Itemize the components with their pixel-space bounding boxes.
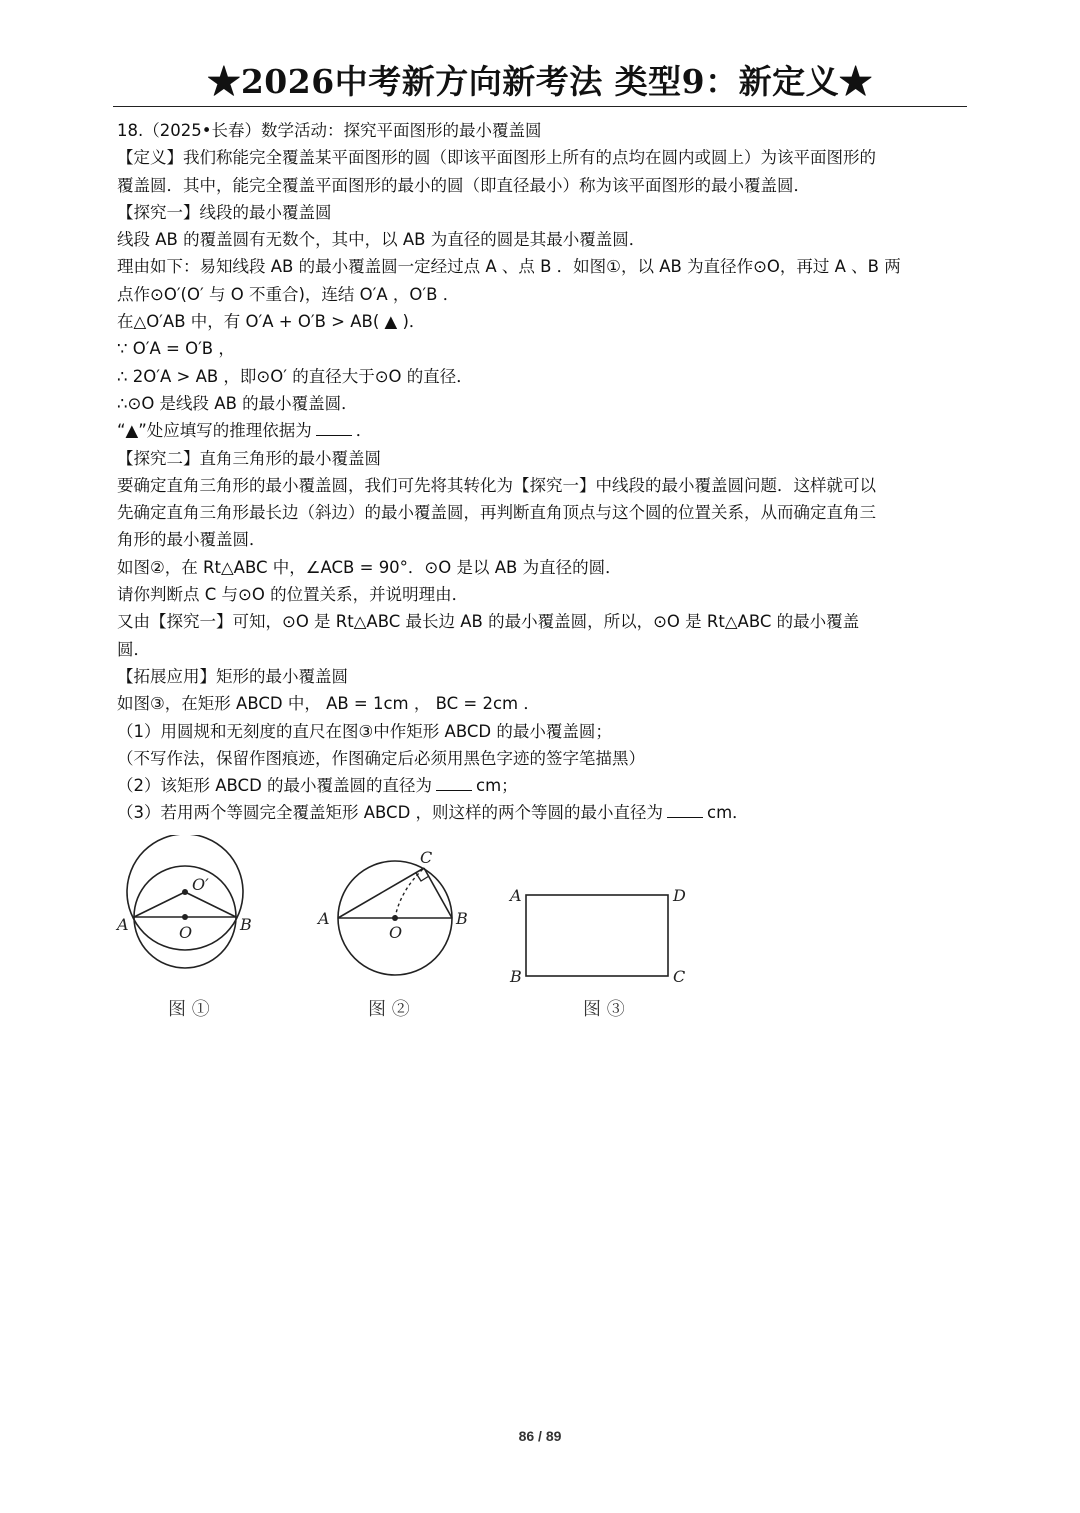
figure-3-caption: 图 ③ <box>583 999 625 1020</box>
problem-line: （1）用圆规和无刻度的直尺在图③中作矩形 ABCD 的最小覆盖圆； <box>117 721 612 741</box>
problem-line: 覆盖圆．其中，能完全覆盖平面图形的最小的圆（即直径最小）称为该平面图形的最小覆盖圆． <box>117 175 810 195</box>
segment-o-prime-a <box>134 892 185 917</box>
problem-line: （不写作法，保留作图痕迹，作图确定后必须用黑色字迹的签字笔描黑） <box>117 748 645 768</box>
label-a: A <box>318 909 330 928</box>
figure-2-caption: 图 ② <box>368 999 410 1020</box>
label-o-prime: O′ <box>192 875 209 894</box>
label-o: O <box>389 923 403 942</box>
label-a: A <box>117 915 129 934</box>
problem-line: “▲”处应填写的推理依据为 <box>117 421 312 441</box>
problem-line: ∴ 2O′A > AB ，即⊙O′ 的直径大于⊙O 的直径． <box>117 366 473 386</box>
blank-suffix: ． <box>355 421 373 441</box>
problem-line: 18.（2025•长春）数学活动：探究平面图形的最小覆盖圆 <box>117 121 542 140</box>
problem-line: 请你判断点 C 与⊙O 的位置关系，并说明理由． <box>117 585 469 605</box>
page-title: ★2026中考新方向新考法 类型9：新定义★ <box>207 62 873 101</box>
problem-line: 如图②，在 Rt△ABC 中，∠ACB = 90°．⊙O 是以 AB 为直径的圆． <box>117 557 622 577</box>
problem-line: 线段 AB 的覆盖圆有无数个，其中，以 AB 为直径的圆是其最小覆盖圆． <box>117 230 646 250</box>
problem-line: 【定义】我们称能完全覆盖某平面图形的圆（即该平面图形上所有的点均在圆内或圆上）为该平面图形的 <box>117 148 876 168</box>
header-divider <box>113 106 967 107</box>
label-b: B <box>510 967 522 986</box>
blank-suffix: cm； <box>476 776 518 796</box>
problem-line: ∵ O′A = O′B ， <box>117 339 235 359</box>
label-b: B <box>240 915 252 934</box>
point-o <box>182 914 188 920</box>
problem-text <box>117 117 967 827</box>
answer-blank[interactable] <box>667 799 703 818</box>
answer-blank[interactable] <box>436 772 472 791</box>
problem-line: 如图③，在矩形 ABCD 中， AB = 1cm ， BC = 2cm ． <box>117 694 540 714</box>
problem-line: 点作⊙O′(O′ 与 O 不重合)，连结 O′A ，O′B ． <box>117 284 460 304</box>
label-b: B <box>456 909 468 928</box>
label-a: A <box>510 886 522 905</box>
label-c: C <box>420 848 433 867</box>
problem-line: 又由【探究一】可知，⊙O 是 Rt△ABC 最长边 AB 的最小覆盖圆，所以，⊙O 是 Rt△ABC 的最小覆盖 <box>117 612 860 632</box>
dashed-arc <box>395 868 424 918</box>
problem-line: 【探究二】直角三角形的最小覆盖圆 <box>117 448 381 468</box>
problem-line: 【探究一】线段的最小覆盖圆 <box>117 202 332 222</box>
segment-ac <box>338 868 424 918</box>
problem-line: 先确定直角三角形最长边（斜边）的最小覆盖圆，再判断直角顶点与这个圆的位置关系，从而确定直角三 <box>117 503 876 523</box>
problem-line: （2）该矩形 ABCD 的最小覆盖圆的直径为 <box>117 776 433 796</box>
label-o: O <box>179 923 193 942</box>
answer-blank[interactable] <box>316 417 352 436</box>
problem-line: 圆． <box>117 639 150 659</box>
segment-bc <box>424 868 452 918</box>
problem-line-with-blank <box>117 799 967 826</box>
problem-line: （3）若用两个等圆完全覆盖矩形 ABCD ，则这样的两个等圆的最小直径为 <box>117 803 664 823</box>
problem-line: ∴⊙O 是线段 AB 的最小覆盖圆． <box>117 393 358 413</box>
label-d: D <box>673 886 686 905</box>
problem-line: 要确定直角三角形的最小覆盖圆，我们可先将其转化为【探究一】中线段的最小覆盖圆问题．这样就可以 <box>117 475 876 495</box>
label-c: C <box>673 967 686 986</box>
rectangle-abcd <box>526 895 668 976</box>
point-o <box>392 915 398 921</box>
problem-line: 在△O′AB 中，有 O′A + O′B > AB( ▲ )． <box>117 312 426 332</box>
figure-1 <box>110 835 270 980</box>
problem-line: 【拓展应用】矩形的最小覆盖圆 <box>117 666 348 686</box>
figure-1-caption: 图 ① <box>168 999 210 1020</box>
blank-suffix: cm． <box>707 803 749 823</box>
figure-3 <box>505 878 695 988</box>
problem-line: 角形的最小覆盖圆． <box>117 530 266 550</box>
segment-o-prime-b <box>185 892 236 917</box>
problem-line-with-blank <box>117 417 967 444</box>
problem-line-with-blank <box>117 772 967 799</box>
point-o-prime <box>182 889 188 895</box>
page-number: 86 / 89 <box>518 1428 562 1444</box>
figure-2 <box>312 845 477 980</box>
problem-line: 理由如下：易知线段 AB 的最小覆盖圆一定经过点 A 、点 B ．如图①，以 AB 为直径作⊙O，再过 A 、B 两 <box>117 257 901 277</box>
